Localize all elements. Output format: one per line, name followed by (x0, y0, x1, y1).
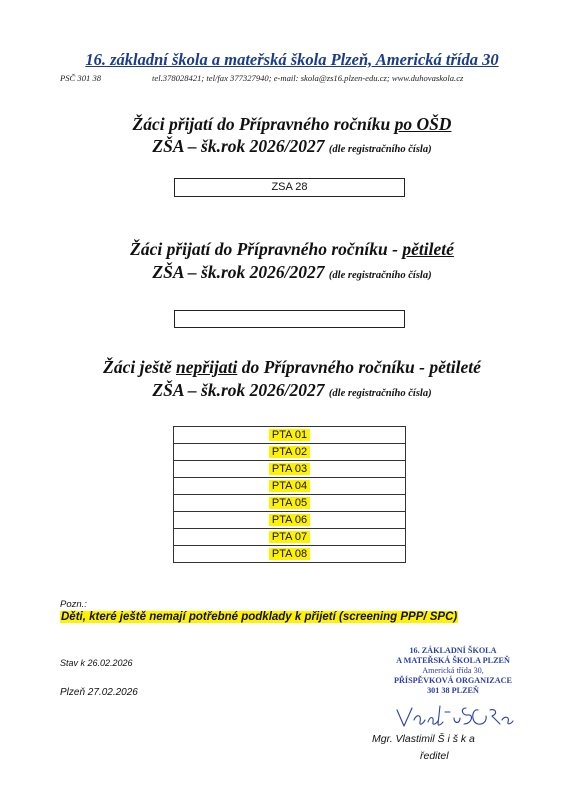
section2-title (0, 238, 584, 260)
table-cell (174, 529, 406, 546)
section1-entry-box: ZSA 28 (174, 178, 405, 197)
status-date: Stav k 26.02.2026 (60, 658, 133, 668)
stamp-line: A MATEŘSKÁ ŠKOLA PLZEŇ (396, 656, 510, 665)
school-stamp (378, 646, 528, 696)
section3-entries-table (173, 426, 406, 563)
entry-code: PTA 02 (269, 446, 310, 458)
entry-code: PTA 01 (269, 429, 310, 441)
section1-note: (dle registračního čísla) (328, 144, 432, 155)
section1-title-text: Žáci přijatí do Přípravného ročníku (132, 114, 391, 134)
entry-code: PTA 06 (269, 514, 310, 526)
section2-entry-box (174, 310, 405, 328)
entry-code: PTA 03 (269, 463, 310, 475)
section2-subtitle (0, 261, 584, 287)
table-cell (174, 495, 406, 512)
section3-title (0, 356, 584, 378)
entry-code: PTA 05 (269, 497, 310, 509)
table-row (174, 427, 406, 444)
section3-school-year: ZŠA – šk.rok 2026/2027 (152, 380, 325, 400)
section2-title-text: Žáci přijatí do Přípravného ročníku - (130, 239, 398, 259)
stamp-line: PŘÍSPĚVKOVÁ ORGANIZACE (393, 676, 513, 685)
section3-note: (dle registračního čísla) (328, 388, 432, 399)
postal-code: PSČ 301 38 (60, 73, 102, 83)
table-row (174, 495, 406, 512)
stamp-line: 301 38 PLZEŇ (427, 686, 479, 695)
section2-school-year: ZŠA – šk.rok 2026/2027 (152, 262, 325, 282)
place-date: Plzeň 27.02.2026 (60, 687, 138, 698)
signer-name: Mgr. Vlastimil Š i š k a (372, 733, 475, 745)
section2-note: (dle registračního čísla) (328, 270, 432, 281)
table-cell (174, 444, 406, 461)
section3-title-underlined: nepřijati (176, 357, 238, 377)
entry-code: PTA 07 (269, 531, 310, 543)
table-row (174, 546, 406, 563)
stamp-line: 16. ZÁKLADNÍ ŠKOLA (409, 646, 497, 655)
section2-title-underlined: pětileté (402, 239, 454, 259)
table-cell (174, 461, 406, 478)
table-cell (174, 427, 406, 444)
section3-title-text: Žáci ještě (103, 357, 172, 377)
table-cell (174, 512, 406, 529)
section1-title (0, 113, 584, 135)
signer-role: ředitel (420, 750, 449, 762)
school-name-heading: 16. základní škola a mateřská škola Plzeň, Americká třída 30 (85, 50, 499, 69)
table-row (174, 461, 406, 478)
table-cell (174, 546, 406, 563)
entry-code: PTA 08 (269, 548, 310, 560)
section1-school-year: ZŠA – šk.rok 2026/2027 (152, 136, 325, 156)
note-label: Pozn.: (60, 599, 87, 610)
handwritten-signature (392, 702, 522, 732)
table-cell (174, 478, 406, 495)
table-row (174, 512, 406, 529)
table-row (174, 444, 406, 461)
note-text: Děti, které ještě nemají potřebné podklady k přijetí (screening PPP/ SPC) (61, 611, 458, 623)
section1-subtitle (0, 135, 584, 161)
entry-code: PTA 04 (269, 480, 310, 492)
section1-title-underlined: po OŠD (394, 114, 452, 134)
contact-info: tel.378028421; tel/fax 377327940; e-mail: skola@zs16.plzen-edu.cz; www.duhovaskola.cz (152, 73, 464, 83)
stamp-line: Americká třída 30, (422, 666, 484, 675)
section3-title-suffix: do Přípravného ročníku - pětileté (241, 357, 481, 377)
table-row (174, 529, 406, 546)
section3-subtitle (0, 379, 584, 405)
table-row (174, 478, 406, 495)
